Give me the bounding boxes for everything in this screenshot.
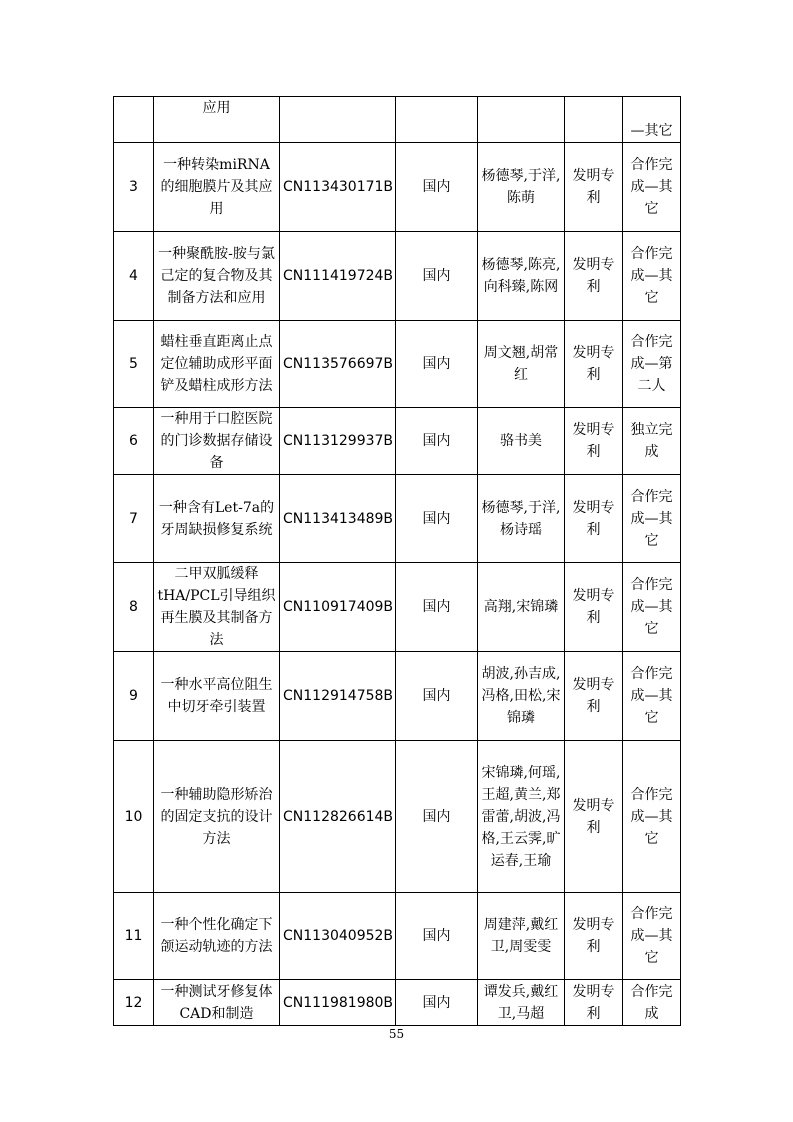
patent-type bbox=[565, 97, 623, 143]
table-row bbox=[114, 97, 681, 143]
patent-number: CN112826614B bbox=[280, 741, 396, 893]
table-row bbox=[114, 741, 681, 893]
patent-name: 一种转染miRNA的细胞膜片及其应用 bbox=[154, 143, 280, 232]
inventors: 周文翘,胡常红 bbox=[478, 321, 565, 408]
inventors: 宋锦璘,何瑶,王超,黄兰,郑雷蕾,胡波,冯格,王云霁,旷运春,王瑜 bbox=[478, 741, 565, 893]
patent-number: CN113413489B bbox=[280, 475, 396, 563]
patent-name: 一种辅助隐形矫治的固定支抗的设计方法 bbox=[154, 741, 280, 893]
patent-type: 发明专利 bbox=[565, 232, 623, 321]
completion-mode: —其它 bbox=[623, 97, 681, 143]
patent-number: CN111419724B bbox=[280, 232, 396, 321]
table-row bbox=[114, 408, 681, 475]
patent-name: 应用 bbox=[154, 97, 280, 143]
region: 国内 bbox=[396, 652, 478, 741]
inventors: 高翔,宋锦璘 bbox=[478, 563, 565, 652]
patent-number: CN113430171B bbox=[280, 143, 396, 232]
row-number: 5 bbox=[114, 321, 154, 408]
patent-name: 一种含有Let-7a的牙周缺损修复系统 bbox=[154, 475, 280, 563]
patent-number: CN113040952B bbox=[280, 893, 396, 980]
patent-type: 发明专利 bbox=[565, 980, 623, 1026]
region: 国内 bbox=[396, 232, 478, 321]
completion-mode: 合作完成 bbox=[623, 980, 681, 1026]
region: 国内 bbox=[396, 143, 478, 232]
patent-name: 一种用于口腔医院的门诊数据存储设备 bbox=[154, 408, 280, 475]
completion-mode: 合作完成—其它 bbox=[623, 741, 681, 893]
row-number: 7 bbox=[114, 475, 154, 563]
patent-number: CN113576697B bbox=[280, 321, 396, 408]
patent-type: 发明专利 bbox=[565, 563, 623, 652]
inventors: 杨德琴,陈亮,向科臻,陈网 bbox=[478, 232, 565, 321]
patent-number bbox=[280, 97, 396, 143]
patent-type: 发明专利 bbox=[565, 652, 623, 741]
patent-number: CN113129937B bbox=[280, 408, 396, 475]
patent-table bbox=[113, 96, 681, 1026]
patent-name: 一种个性化确定下颌运动轨迹的方法 bbox=[154, 893, 280, 980]
completion-mode: 合作完成—其它 bbox=[623, 232, 681, 321]
region: 国内 bbox=[396, 980, 478, 1026]
completion-mode: 合作完成—其它 bbox=[623, 143, 681, 232]
region: 国内 bbox=[396, 741, 478, 893]
completion-mode: 独立完成 bbox=[623, 408, 681, 475]
inventors: 骆书美 bbox=[478, 408, 565, 475]
patent-type: 发明专利 bbox=[565, 408, 623, 475]
inventors: 谭发兵,戴红卫,马超 bbox=[478, 980, 565, 1026]
completion-mode: 合作完成—其它 bbox=[623, 475, 681, 563]
patent-name: 一种水平高位阻生中切牙牵引装置 bbox=[154, 652, 280, 741]
region: 国内 bbox=[396, 475, 478, 563]
table-row bbox=[114, 563, 681, 652]
inventors: 胡波,孙吉成,冯格,田松,宋锦璘 bbox=[478, 652, 565, 741]
patent-name: 一种测试牙修复体CAD和制造 bbox=[154, 980, 280, 1026]
region: 国内 bbox=[396, 893, 478, 980]
table-row bbox=[114, 143, 681, 232]
region: 国内 bbox=[396, 321, 478, 408]
row-number bbox=[114, 97, 154, 143]
patent-number: CN111981980B bbox=[280, 980, 396, 1026]
completion-mode: 合作完成—第二人 bbox=[623, 321, 681, 408]
completion-mode: 合作完成—其它 bbox=[623, 652, 681, 741]
inventors: 杨德琴,于洋,杨诗瑶 bbox=[478, 475, 565, 563]
region: 国内 bbox=[396, 408, 478, 475]
page-number: 55 bbox=[388, 1027, 405, 1041]
table-row bbox=[114, 321, 681, 408]
patent-number: CN112914758B bbox=[280, 652, 396, 741]
completion-mode: 合作完成—其它 bbox=[623, 563, 681, 652]
region bbox=[396, 97, 478, 143]
row-number: 8 bbox=[114, 563, 154, 652]
patent-type: 发明专利 bbox=[565, 741, 623, 893]
table-row bbox=[114, 980, 681, 1026]
row-number: 4 bbox=[114, 232, 154, 321]
patent-type: 发明专利 bbox=[565, 475, 623, 563]
row-number: 6 bbox=[114, 408, 154, 475]
patent-name: 一种聚酰胺-胺与氯己定的复合物及其制备方法和应用 bbox=[154, 232, 280, 321]
row-number: 10 bbox=[114, 741, 154, 893]
table-row bbox=[114, 232, 681, 321]
patent-type: 发明专利 bbox=[565, 143, 623, 232]
row-number: 3 bbox=[114, 143, 154, 232]
patent-type: 发明专利 bbox=[565, 321, 623, 408]
row-number: 12 bbox=[114, 980, 154, 1026]
completion-mode: 合作完成—其它 bbox=[623, 893, 681, 980]
table-row bbox=[114, 652, 681, 741]
row-number: 9 bbox=[114, 652, 154, 741]
table-row bbox=[114, 475, 681, 563]
patent-number: CN110917409B bbox=[280, 563, 396, 652]
patent-type: 发明专利 bbox=[565, 893, 623, 980]
inventors bbox=[478, 97, 565, 143]
inventors: 杨德琴,于洋,陈萌 bbox=[478, 143, 565, 232]
row-number: 11 bbox=[114, 893, 154, 980]
table-row bbox=[114, 893, 681, 980]
region: 国内 bbox=[396, 563, 478, 652]
patent-name: 二甲双胍缓释tHA/PCL引导组织再生膜及其制备方法 bbox=[154, 563, 280, 652]
inventors: 周建萍,戴红卫,周雯雯 bbox=[478, 893, 565, 980]
patent-name: 蜡柱垂直距离止点定位辅助成形平面铲及蜡柱成形方法 bbox=[154, 321, 280, 408]
